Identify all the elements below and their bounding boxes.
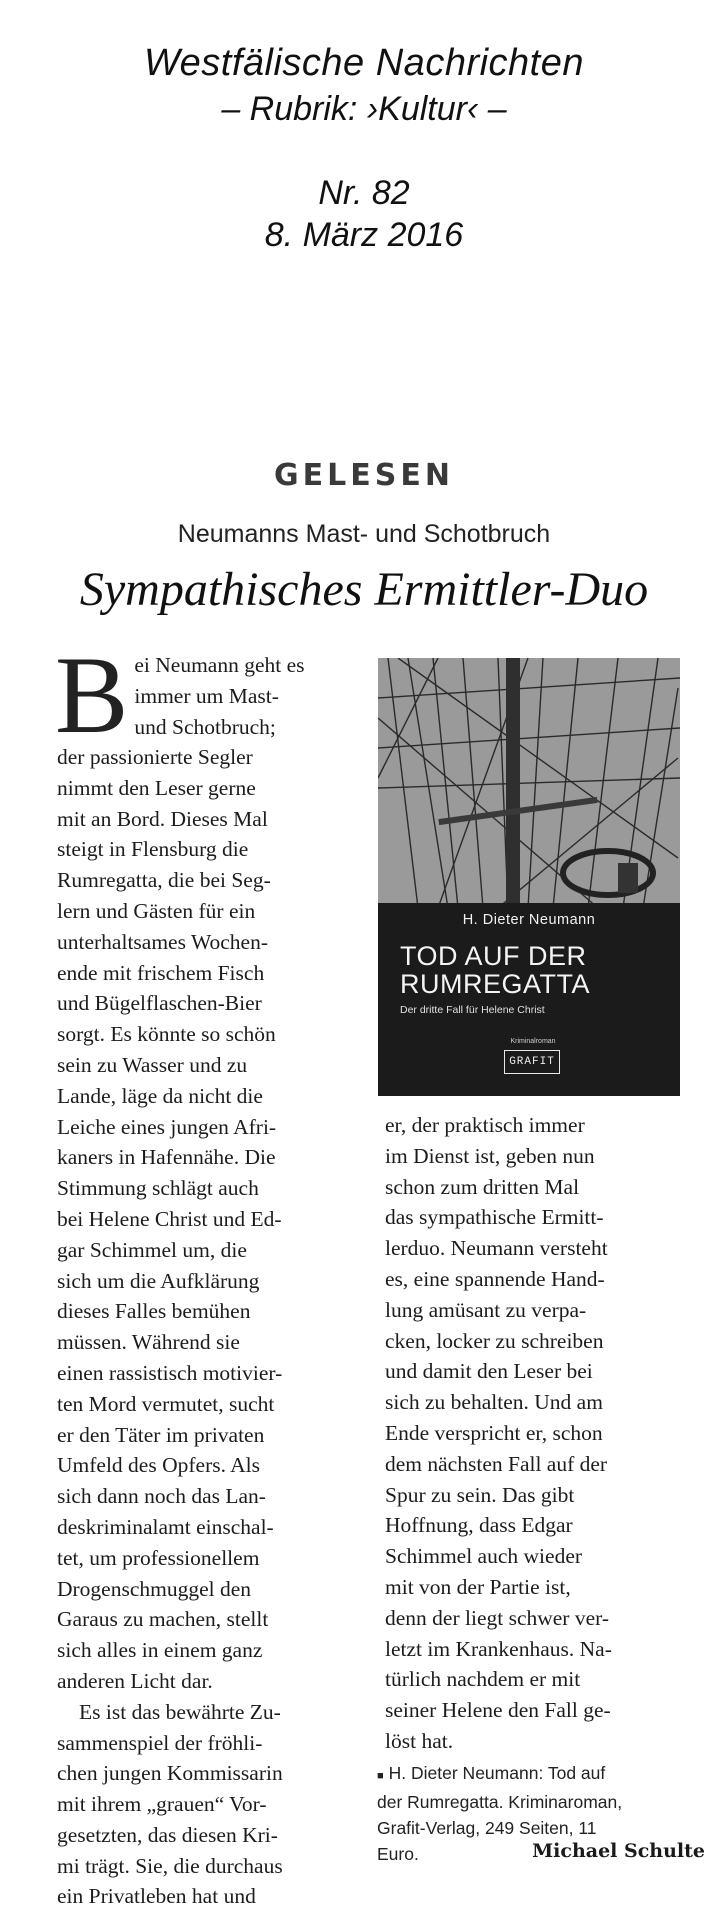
- column-line: Rumregatta, die bei Seg-: [57, 868, 271, 893]
- column-line: Es ist das bewährte Zu-: [79, 1699, 281, 1724]
- column-line: Ende verspricht er, schon: [385, 1420, 603, 1445]
- source-text: H. Dieter Neumann: Tod auf: [388, 1763, 606, 1783]
- column-line: sich dann noch das Lan-: [57, 1484, 266, 1509]
- source-line: [377, 1760, 707, 1789]
- column-line: kaners in Hafennähe. Die: [57, 1145, 276, 1170]
- rigging-illustration: [378, 658, 680, 1096]
- column-line: lerduo. Neumann versteht: [385, 1236, 608, 1261]
- drop-cap: B: [55, 634, 129, 756]
- column-line: cken, locker zu schreiben: [385, 1328, 604, 1353]
- rubric-label: – Rubrik: ›Kultur‹ –: [221, 90, 507, 128]
- cover-title-line: RUMREGATTA: [400, 969, 590, 999]
- column-line: Umfeld des Opfers. Als: [57, 1453, 261, 1478]
- article-subhead: Neumanns Mast- und Schotbruch: [177, 520, 551, 548]
- column-line: mit von der Partie ist,: [385, 1574, 571, 1599]
- article-column-left: [55, 634, 379, 1912]
- article-kicker: GELESEN: [274, 458, 454, 493]
- column-line: ein Privatleben hat und: [57, 1884, 256, 1909]
- author-byline: Michael Schulte: [532, 1840, 705, 1862]
- source-line: Euro.: [377, 1844, 419, 1864]
- column-line: Lande, läge da nicht die: [57, 1083, 263, 1108]
- column-line: ten Mord vermutet, sucht: [57, 1391, 275, 1416]
- column-line: Drogenschmuggel den: [57, 1576, 252, 1601]
- column-line: deskriminalamt einschal-: [57, 1514, 274, 1539]
- column-line: steigt in Flensburg die: [57, 837, 249, 862]
- column-line: Hoffnung, dass Edgar: [385, 1513, 573, 1538]
- column-line: einen rassistisch motivier-: [57, 1360, 283, 1385]
- column-line: lung amüsant zu verpa-: [385, 1297, 587, 1322]
- column-line: löst hat.: [385, 1728, 454, 1753]
- column-line: denn der liegt schwer ver-: [385, 1605, 610, 1630]
- column-line: sich alles in einem ganz: [57, 1638, 263, 1663]
- column-line: im Dienst ist, geben nun: [385, 1143, 595, 1168]
- column-line: ende mit frischem Fisch: [57, 960, 265, 985]
- column-line: gar Schimmel um, die: [57, 1237, 247, 1262]
- column-line: sorgt. Es könnte so schön: [57, 1022, 276, 1047]
- cover-title-line: TOD AUF DER: [400, 941, 587, 971]
- cover-genre: Kriminalroman: [510, 1038, 556, 1045]
- publisher-logo: GRAFIT: [504, 1050, 560, 1074]
- column-line: und Schotbruch;: [134, 714, 276, 739]
- column-line: Leiche eines jungen Afri-: [57, 1114, 277, 1139]
- mast: [506, 658, 520, 908]
- column-line: immer um Mast-: [134, 683, 279, 708]
- column-line: es, eine spannende Hand-: [385, 1266, 605, 1291]
- clipping-header: [0, 40, 728, 256]
- column-line: mit ihrem „grauen“ Vor-: [57, 1792, 267, 1817]
- column-line: sich um die Aufklärung: [57, 1268, 260, 1293]
- column-line: tet, um professionellem: [57, 1545, 260, 1570]
- column-line: ei Neumann geht es: [134, 653, 305, 677]
- column-line: letzt im Krankenhaus. Na-: [385, 1636, 612, 1661]
- column-line: sein zu Wasser und zu: [57, 1052, 248, 1077]
- column-line: und Bügelflaschen-Bier: [57, 991, 262, 1016]
- article-column-right: [385, 1110, 697, 1757]
- cover-title: [400, 942, 670, 998]
- column-line: sich zu behalten. Und am: [385, 1390, 603, 1415]
- column-line: sammenspiel der fröhli-: [57, 1730, 263, 1755]
- column-line: schon zum dritten Mal: [385, 1174, 580, 1199]
- book-cover-image: [378, 658, 680, 1096]
- column-line: er, der praktisch immer: [385, 1113, 585, 1137]
- column-line: lern und Gästen für ein: [57, 898, 256, 923]
- issue-number: Nr. 82: [318, 174, 410, 212]
- column-line: Stimmung schlägt auch: [57, 1176, 259, 1201]
- column-line: unterhaltsames Wochen-: [57, 929, 269, 954]
- column-line: anderen Licht dar.: [57, 1668, 213, 1693]
- lantern: [618, 863, 638, 893]
- column-line: und damit den Leser bei: [385, 1359, 593, 1384]
- cover-subtitle: Der dritte Fall für Helene Christ: [400, 1004, 545, 1016]
- dropcap-block: [55, 634, 379, 756]
- issue-date: 8. März 2016: [264, 216, 464, 254]
- square-bullet-icon: ■: [377, 1770, 384, 1782]
- column-line: das sympathische Ermitt-: [385, 1205, 604, 1230]
- column-line: bei Helene Christ und Ed-: [57, 1206, 282, 1231]
- column-line: Garaus zu machen, stellt: [57, 1607, 269, 1632]
- column-line: er den Täter im privaten: [57, 1422, 265, 1447]
- column-line: nimmt den Leser gerne: [57, 775, 256, 800]
- column-line: mi trägt. Sie, die durchaus: [57, 1853, 283, 1878]
- column-line: seiner Helene den Fall ge-: [385, 1698, 611, 1723]
- column-line: Spur zu sein. Das gibt: [385, 1482, 575, 1507]
- cover-author: H. Dieter Neumann: [462, 912, 596, 928]
- column-line: müssen. Während sie: [57, 1330, 240, 1355]
- column-line: gesetzten, das diesen Kri-: [57, 1822, 278, 1847]
- column-line: türlich nachdem er mit: [385, 1667, 581, 1692]
- column-line: dem nächsten Fall auf der: [385, 1451, 608, 1476]
- column-line: dieses Falles bemühen: [57, 1299, 251, 1324]
- source-line: der Rumregatta. Kriminaroman,: [377, 1792, 623, 1812]
- article-headline: Sympathisches Ermittler-Duo: [79, 563, 649, 616]
- column-line: Schimmel auch wieder: [385, 1544, 583, 1569]
- column-line: chen jungen Kommissarin: [57, 1761, 283, 1786]
- left-column-body: [57, 742, 379, 1912]
- source-line: Grafit-Verlag, 249 Seiten, 11: [377, 1818, 597, 1838]
- column-line: der passionierte Segler: [57, 745, 253, 769]
- newspaper-name: Westfälische Nachrichten: [143, 42, 585, 84]
- column-line: mit an Bord. Dieses Mal: [57, 806, 268, 831]
